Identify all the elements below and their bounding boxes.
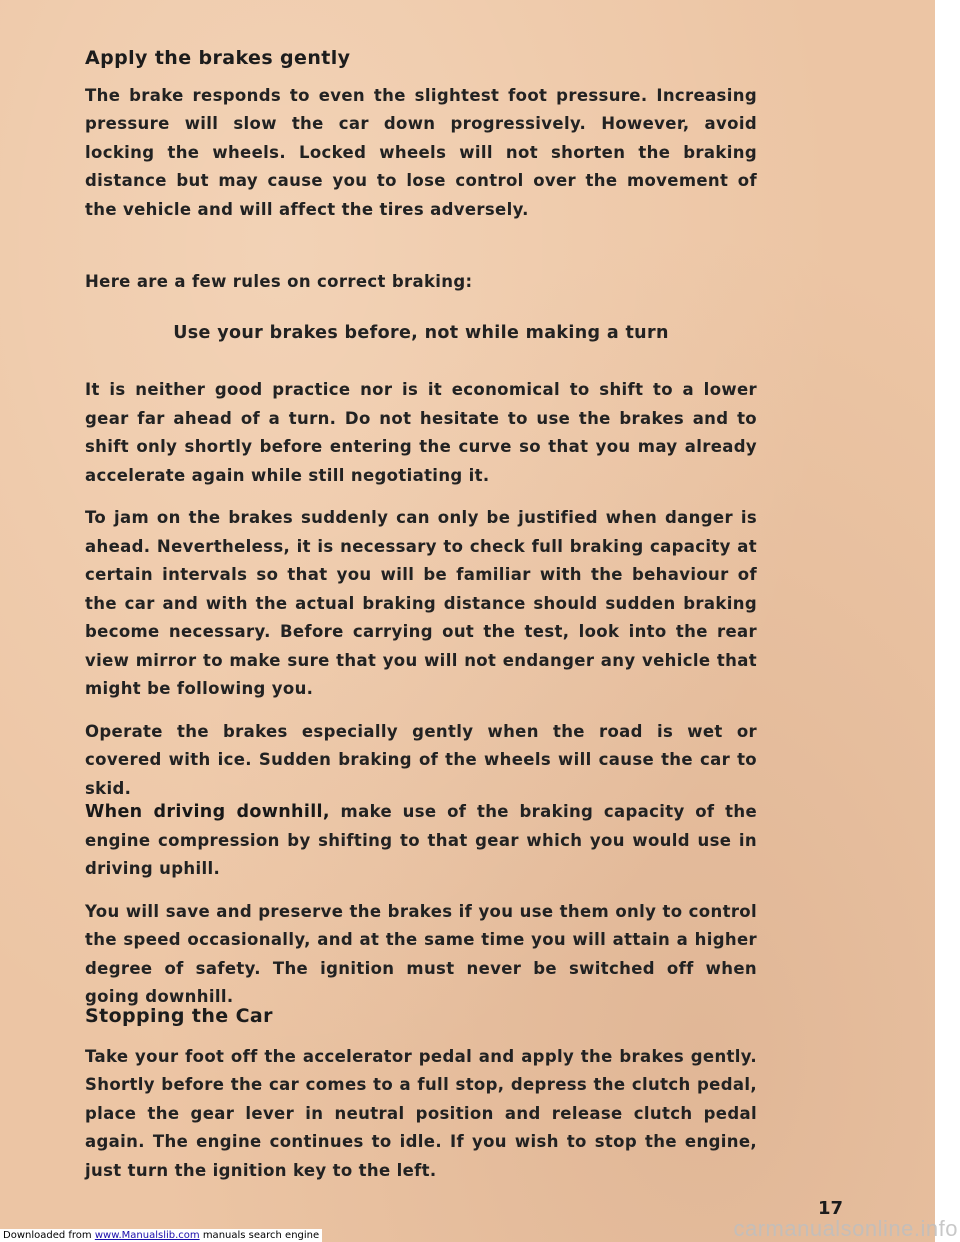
paragraph-jam-brakes: To jam on the brakes suddenly can only be justified when danger is ahead. Nevertheless, it is necessary to check full braking capacity at certain intervals so that you will be familiar with the behaviour of the car and with the actual braking distance should sudden braking become necessary. Before carrying out the test, look into the rear view mirror to make sure that you will not endanger any vehicle that might be following you. bbox=[85, 508, 757, 698]
paragraph-stopping: Take your foot off the accelerator pedal and apply the brakes gently. Shortly before the car comes to a full stop, depress the clutch pedal, place the gear lever in neutral position and release clutch pedal again. The engine continues to idle. If you wish to stop the engine, just turn the ignition key to the left. bbox=[85, 1046, 757, 1180]
paragraph-save-brakes: You will save and preserve the brakes if you use them only to control the speed occasionally, and at the same time you will attain a higher degree of safety. The ignition must never be switched off when going downhill. bbox=[85, 901, 757, 1006]
subheading-before-turn: Use your brakes before, not while making a turn bbox=[173, 322, 669, 343]
page-number: 17 bbox=[818, 1198, 844, 1219]
section-apply-brakes bbox=[85, 44, 757, 224]
watermark: carmanualsonline.info bbox=[733, 1216, 958, 1241]
download-footer bbox=[0, 1229, 322, 1242]
section-stopping bbox=[85, 1002, 757, 1185]
section-braking-rules bbox=[85, 268, 757, 803]
lead-downhill: When driving downhill, bbox=[85, 802, 330, 822]
heading-stopping: Stopping the Car bbox=[85, 1005, 273, 1027]
paragraph-downhill-rest: make use of the braking capacity of the engine compression by shifting to that gear which you would use in driving uphill. bbox=[85, 802, 757, 878]
section-downhill bbox=[85, 798, 757, 1012]
footer-suffix: manuals search engine bbox=[199, 1230, 320, 1241]
braking-rules-intro: Here are a few rules on correct braking: bbox=[85, 272, 473, 291]
heading-apply-brakes: Apply the brakes gently bbox=[85, 47, 351, 69]
paragraph-apply-brakes: The brake responds to even the slightest foot pressure. Increasing pressure will slow the car down progressively. However, avoid locking the wheels. Locked wheels will not shorten the braking distance but may cause you to lose control over the movement of the vehicle and will affect the tires adversely. bbox=[85, 85, 757, 219]
manualslib-link[interactable]: www.Manualslib.com bbox=[94, 1230, 200, 1241]
paragraph-shift-turn: It is neither good practice nor is it economical to shift to a lower gear far ahead of a turn. Do not hesitate to use the brakes and to shift only shortly before entering the curve so that you may already accelerate again while still negotiating it. bbox=[85, 380, 757, 485]
paragraph-downhill bbox=[85, 798, 757, 884]
footer-prefix: Downloaded from bbox=[3, 1230, 95, 1241]
paragraph-wet-road: Operate the brakes especially gently when the road is wet or covered with ice. Sudden braking of the wheels will cause the car to skid. bbox=[85, 721, 757, 798]
